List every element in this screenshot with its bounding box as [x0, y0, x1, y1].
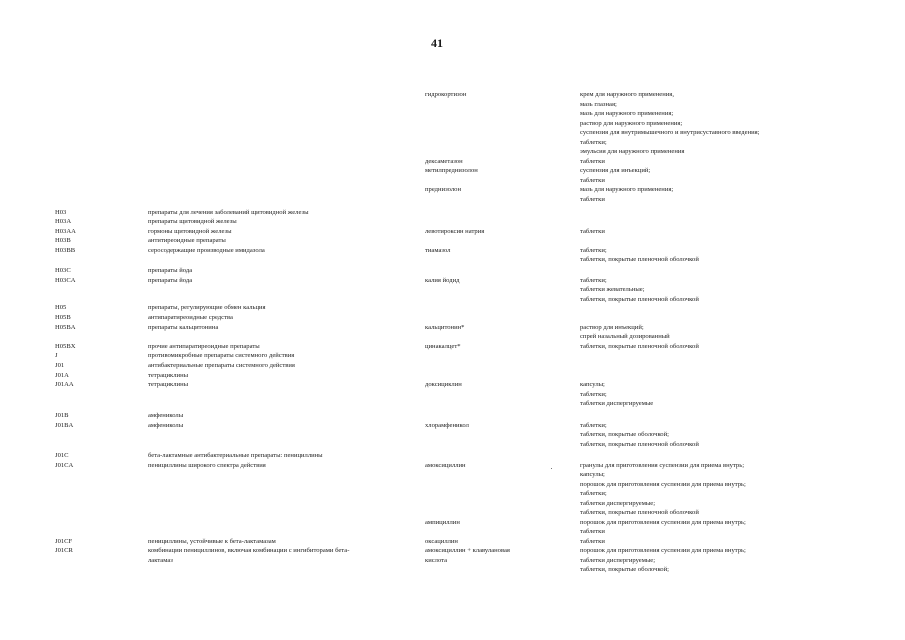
cell-form: порошок для приготовления суспензии для приема внутрь;: [580, 519, 746, 526]
cell-name: амфениколы: [148, 412, 184, 419]
cell-form: таблетки;: [580, 391, 607, 398]
cell-name: противомикробные препараты системного действия: [148, 352, 295, 359]
cell-form: таблетки, покрытые оболочкой;: [580, 431, 669, 438]
cell-form: таблетки, покрытые пленочной оболочкой: [580, 441, 699, 448]
cell-form: таблетки;: [580, 247, 607, 254]
cell-inn: дексаметазон: [425, 158, 463, 165]
table-row: [0, 451, 905, 461]
table-row: [0, 440, 905, 450]
cell-inn: амоксициллин + клавулановая: [425, 547, 510, 554]
table-row: [0, 266, 905, 276]
cell-inn: левотироксин натрия: [425, 228, 485, 235]
cell-code: J01: [55, 362, 65, 369]
table-row: [0, 147, 905, 157]
cell-form: таблетки диспергируемые;: [580, 557, 656, 564]
table-row: [0, 109, 905, 119]
cell-form: суспензия для внутримышечного и внутрисуставного введения;: [580, 129, 760, 136]
cell-name: лактамаз: [148, 557, 173, 564]
cell-inn: тиамазол: [425, 247, 451, 254]
cell-form: таблетки;: [580, 277, 607, 284]
cell-name: прочие антипаратиреоидные препараты: [148, 343, 260, 350]
cell-name: гормоны щитовидной железы: [148, 228, 232, 235]
table-row: [0, 430, 905, 440]
cell-code: H05BA: [55, 324, 76, 331]
cell-name: амфениколы: [148, 422, 184, 429]
cell-name: препараты кальцитонина: [148, 324, 219, 331]
cell-name: препараты йода: [148, 267, 193, 274]
cell-form: раствор для инъекций;: [580, 324, 644, 331]
cell-name: серосодержащие производные имидазола: [148, 247, 265, 254]
cell-code: H03CA: [55, 277, 76, 284]
cell-form: порошок для приготовления суспензии для приема внутрь;: [580, 481, 746, 488]
table-row: [0, 411, 905, 421]
cell-form: таблетки, покрытые оболочкой;: [580, 566, 669, 573]
cell-form: мазь глазная;: [580, 101, 617, 108]
cell-form: крем для наружного применения,: [580, 91, 674, 98]
cell-name: антитиреоидные препараты: [148, 237, 226, 244]
table-row: [0, 489, 905, 499]
cell-form: таблетки, покрытые пленочной оболочкой: [580, 296, 699, 303]
cell-code: J01CF: [55, 538, 73, 545]
cell-code: J01BA: [55, 422, 74, 429]
cell-form: таблетки;: [580, 490, 607, 497]
cell-inn: оксациллин: [425, 538, 458, 545]
cell-form: таблетки: [580, 528, 605, 535]
cell-form: мазь для наружного применения;: [580, 110, 674, 117]
table-row: [0, 236, 905, 246]
cell-form: раствор для наружного применения;: [580, 120, 683, 127]
cell-name: тетрациклины: [148, 381, 189, 388]
cell-code: H05BX: [55, 343, 76, 350]
cell-form: таблетки: [580, 228, 605, 235]
cell-name: препараты для лечения заболеваний щитовидной железы: [148, 209, 309, 216]
cell-code: J01A: [55, 372, 69, 379]
cell-code: H03A: [55, 218, 72, 225]
table-row: [0, 313, 905, 323]
cell-form: таблетки, покрытые пленочной оболочкой: [580, 509, 699, 516]
cell-inn: доксициклин: [425, 381, 462, 388]
cell-inn: калия йодид: [425, 277, 460, 284]
cell-form: эмульсия для наружного применения: [580, 148, 685, 155]
cell-form: порошок для приготовления суспензии для приема внутрь;: [580, 547, 746, 554]
cell-name: антибактериальные препараты системного действия: [148, 362, 295, 369]
table-row: [0, 351, 905, 361]
cell-inn: амоксициллин: [425, 462, 466, 469]
table-row: [0, 380, 905, 390]
cell-code: H03AA: [55, 228, 76, 235]
cell-name: пенициллины широкого спектра действия: [148, 462, 266, 469]
table-row: [0, 195, 905, 205]
table-row: [0, 255, 905, 265]
cell-inn: хлорамфеникол: [425, 422, 469, 429]
scan-speck: [551, 468, 552, 469]
cell-inn: гидрокортизон: [425, 91, 467, 98]
cell-form: таблетки: [580, 158, 605, 165]
cell-form: мазь для наружного применения;: [580, 186, 674, 193]
page-number: 41: [431, 36, 443, 50]
cell-name: антипаратиреоидные средства: [148, 314, 233, 321]
table-row: [0, 166, 905, 176]
cell-code: H05: [55, 304, 67, 311]
table-row: [0, 185, 905, 195]
cell-code: J: [55, 352, 58, 359]
table-row: [0, 565, 905, 575]
table-row: [0, 546, 905, 556]
cell-name: пенициллины, устойчивые к бета-лактамазам: [148, 538, 276, 545]
cell-inn: цинакалцет*: [425, 343, 461, 350]
cell-inn: кислота: [425, 557, 448, 564]
cell-code: H05B: [55, 314, 71, 321]
cell-form: капсулы;: [580, 471, 605, 478]
cell-name: бета-лактамные антибактериальные препараты: пенициллины: [148, 452, 323, 459]
cell-form: суспензия для инъекций;: [580, 167, 651, 174]
cell-form: таблетки: [580, 196, 605, 203]
cell-name: препараты щитовидной железы: [148, 218, 237, 225]
cell-inn: преднизолон: [425, 186, 461, 193]
table-row: [0, 361, 905, 371]
cell-code: J01C: [55, 452, 69, 459]
cell-code: H03: [55, 209, 67, 216]
table-row: [0, 508, 905, 518]
cell-form: таблетки жевательные;: [580, 286, 645, 293]
cell-form: таблетки, покрытые пленочной оболочкой: [580, 343, 699, 350]
cell-code: J01CA: [55, 462, 74, 469]
cell-name: тетрациклины: [148, 372, 189, 379]
cell-form: таблетки;: [580, 139, 607, 146]
cell-code: J01AA: [55, 381, 74, 388]
cell-name: препараты йода: [148, 277, 193, 284]
cell-name: препараты, регулирующие обмен кальция: [148, 304, 266, 311]
table-row: [0, 332, 905, 342]
cell-form: таблетки диспергируемые;: [580, 500, 656, 507]
cell-inn: ампициллин: [425, 519, 460, 526]
table-row: [0, 303, 905, 313]
cell-form: капсулы;: [580, 381, 605, 388]
cell-code: H03C: [55, 267, 71, 274]
cell-form: гранулы для приготовления суспензии для приема внутрь;: [580, 462, 745, 469]
table-row: [0, 90, 905, 100]
cell-form: таблетки: [580, 538, 605, 545]
cell-form: спрей назальный дозированный: [580, 333, 670, 340]
cell-name: комбинации пенициллинов, включая комбинации с ингибиторами бета-: [148, 547, 350, 554]
cell-form: таблетки;: [580, 422, 607, 429]
table-row: [0, 285, 905, 295]
cell-code: H03B: [55, 237, 71, 244]
cell-code: J01B: [55, 412, 69, 419]
cell-form: таблетки: [580, 177, 605, 184]
cell-inn: метилпреднизолон: [425, 167, 478, 174]
table-row: [0, 399, 905, 409]
cell-form: таблетки, покрытые пленочной оболочкой: [580, 256, 699, 263]
table-row: [0, 217, 905, 227]
table-row: [0, 527, 905, 537]
table-row: [0, 470, 905, 480]
cell-code: H03BB: [55, 247, 76, 254]
cell-code: J01CR: [55, 547, 73, 554]
cell-form: таблетки диспергируемые: [580, 400, 654, 407]
cell-inn: кальцитонин*: [425, 324, 465, 331]
table-row: [0, 128, 905, 138]
